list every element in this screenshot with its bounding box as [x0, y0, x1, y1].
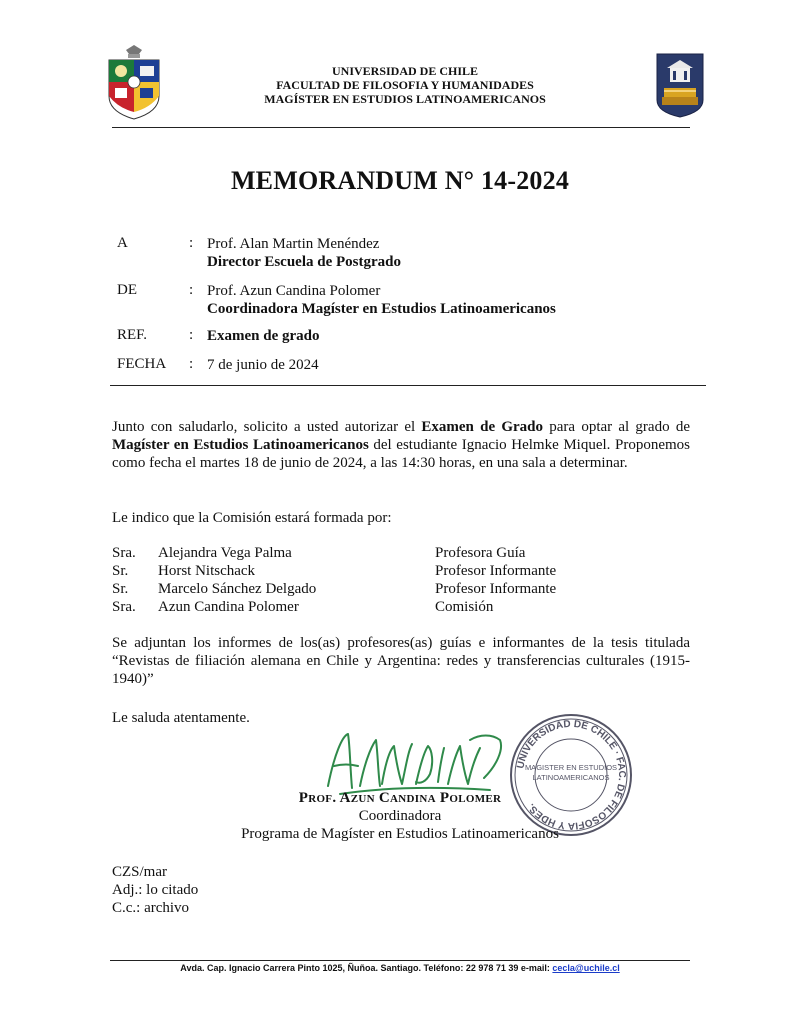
university-crest-logo — [106, 44, 162, 120]
faculty-name: FACULTAD DE FILOSOFIA Y HUMANIDADES — [276, 78, 534, 92]
committee-name: Horst Nitschack — [158, 563, 256, 579]
field-ref-colon: : — [189, 327, 194, 343]
field-de-value — [207, 282, 556, 318]
program-name: MAGÍSTER EN ESTUDIOS LATINOAMERICANOS — [264, 92, 546, 106]
field-fecha-label: FECHA — [117, 356, 167, 372]
request-text-2: para optar al grado de — [543, 419, 690, 435]
footer-email-link[interactable]: cecla@uchile.cl — [552, 963, 620, 973]
field-ref-value: Examen de grado — [207, 328, 320, 344]
field-fecha-value: 7 de junio de 2024 — [207, 357, 319, 373]
field-a-colon: : — [189, 235, 194, 251]
stamp-inner-line1: MAGISTER EN ESTUDIOS — [524, 763, 618, 772]
stamp-outer-text: UNIVERSIDAD DE CHILE · FAC. DE FILOSOFIA Y HDES. — [515, 718, 628, 832]
footer-address — [110, 963, 690, 973]
request-exam: Examen de Grado — [421, 419, 544, 435]
body-closing-greeting: Le saluda atentamente. — [112, 710, 250, 726]
field-a-name: Prof. Alan Martin Menéndez — [207, 236, 380, 252]
field-de-label: DE — [117, 282, 137, 298]
memo-title: MEMORANDUM N° 14-2024 — [230, 166, 570, 195]
field-ref-label: REF. — [117, 327, 148, 343]
committee-role: Comisión — [435, 599, 494, 615]
field-fecha-colon: : — [189, 356, 194, 372]
committee-name: Alejandra Vega Palma — [158, 545, 292, 561]
committee-title: Sra. — [112, 545, 136, 561]
stamp-inner-line2: LATINOAMERICANOS — [532, 773, 610, 782]
request-text-1: Junto con saludarlo, solicito a usted autorizar el — [112, 419, 422, 435]
closing-initials: CZS/mar — [112, 864, 167, 880]
committee-name: Marcelo Sánchez Delgado — [158, 581, 317, 597]
signer-name: Prof. Azun Candina Polomer — [298, 790, 502, 806]
committee-role: Profesor Informante — [435, 563, 557, 579]
field-a-value — [207, 235, 401, 271]
field-a-label: A — [117, 235, 128, 251]
body-paragraph-request — [112, 418, 690, 472]
fields-divider — [110, 385, 706, 386]
footer-divider — [110, 960, 690, 961]
request-degree: Magíster en Estudios Latinoamericanos — [112, 437, 369, 453]
committee-title: Sr. — [112, 581, 129, 597]
footer-text: Avda. Cap. Ignacio Carrera Pinto 1025, Ñuñoa. Santiago. Teléfono: 22 978 71 39 e-mail: — [180, 963, 553, 973]
closing-attachments: Adj.: lo citado — [112, 882, 199, 898]
committee-title: Sra. — [112, 599, 136, 615]
request-text-3: del estudiante Ignacio Helmke Miquel. Proponemos como fecha el martes 18 de junio de 2024, a las 14:30 horas, en una sala a determinar. — [112, 437, 690, 471]
committee-title: Sr. — [112, 563, 129, 579]
program-emblem-logo — [655, 52, 705, 118]
field-de-position: Coordinadora Magíster en Estudios Latinoamericanos — [207, 301, 556, 317]
committee-name: Azun Candina Polomer — [158, 599, 299, 615]
committee-role: Profesor Informante — [435, 581, 557, 597]
committee-role: Profesora Guía — [435, 545, 526, 561]
field-a-position: Director Escuela de Postgrado — [207, 254, 401, 270]
closing-copy: C.c.: archivo — [112, 900, 190, 916]
signer-program: Programa de Magíster en Estudios Latinoamericanos — [241, 826, 559, 842]
body-paragraph-commission: Le indico que la Comisión estará formada por: — [112, 510, 392, 526]
field-de-name: Prof. Azun Candina Polomer — [207, 283, 381, 299]
signer-position: Coordinadora — [358, 808, 442, 824]
body-paragraph-attachments: Se adjuntan los informes de los(as) profesores(as) guías e informantes de la tesis titulada “Revistas de filiación alemana en Chile y Argentina: redes y transferencias culturales (1915-1940)” — [112, 635, 690, 687]
university-name: UNIVERSIDAD DE CHILE — [331, 64, 479, 78]
field-de-colon: : — [189, 282, 194, 298]
header-divider — [112, 127, 690, 128]
